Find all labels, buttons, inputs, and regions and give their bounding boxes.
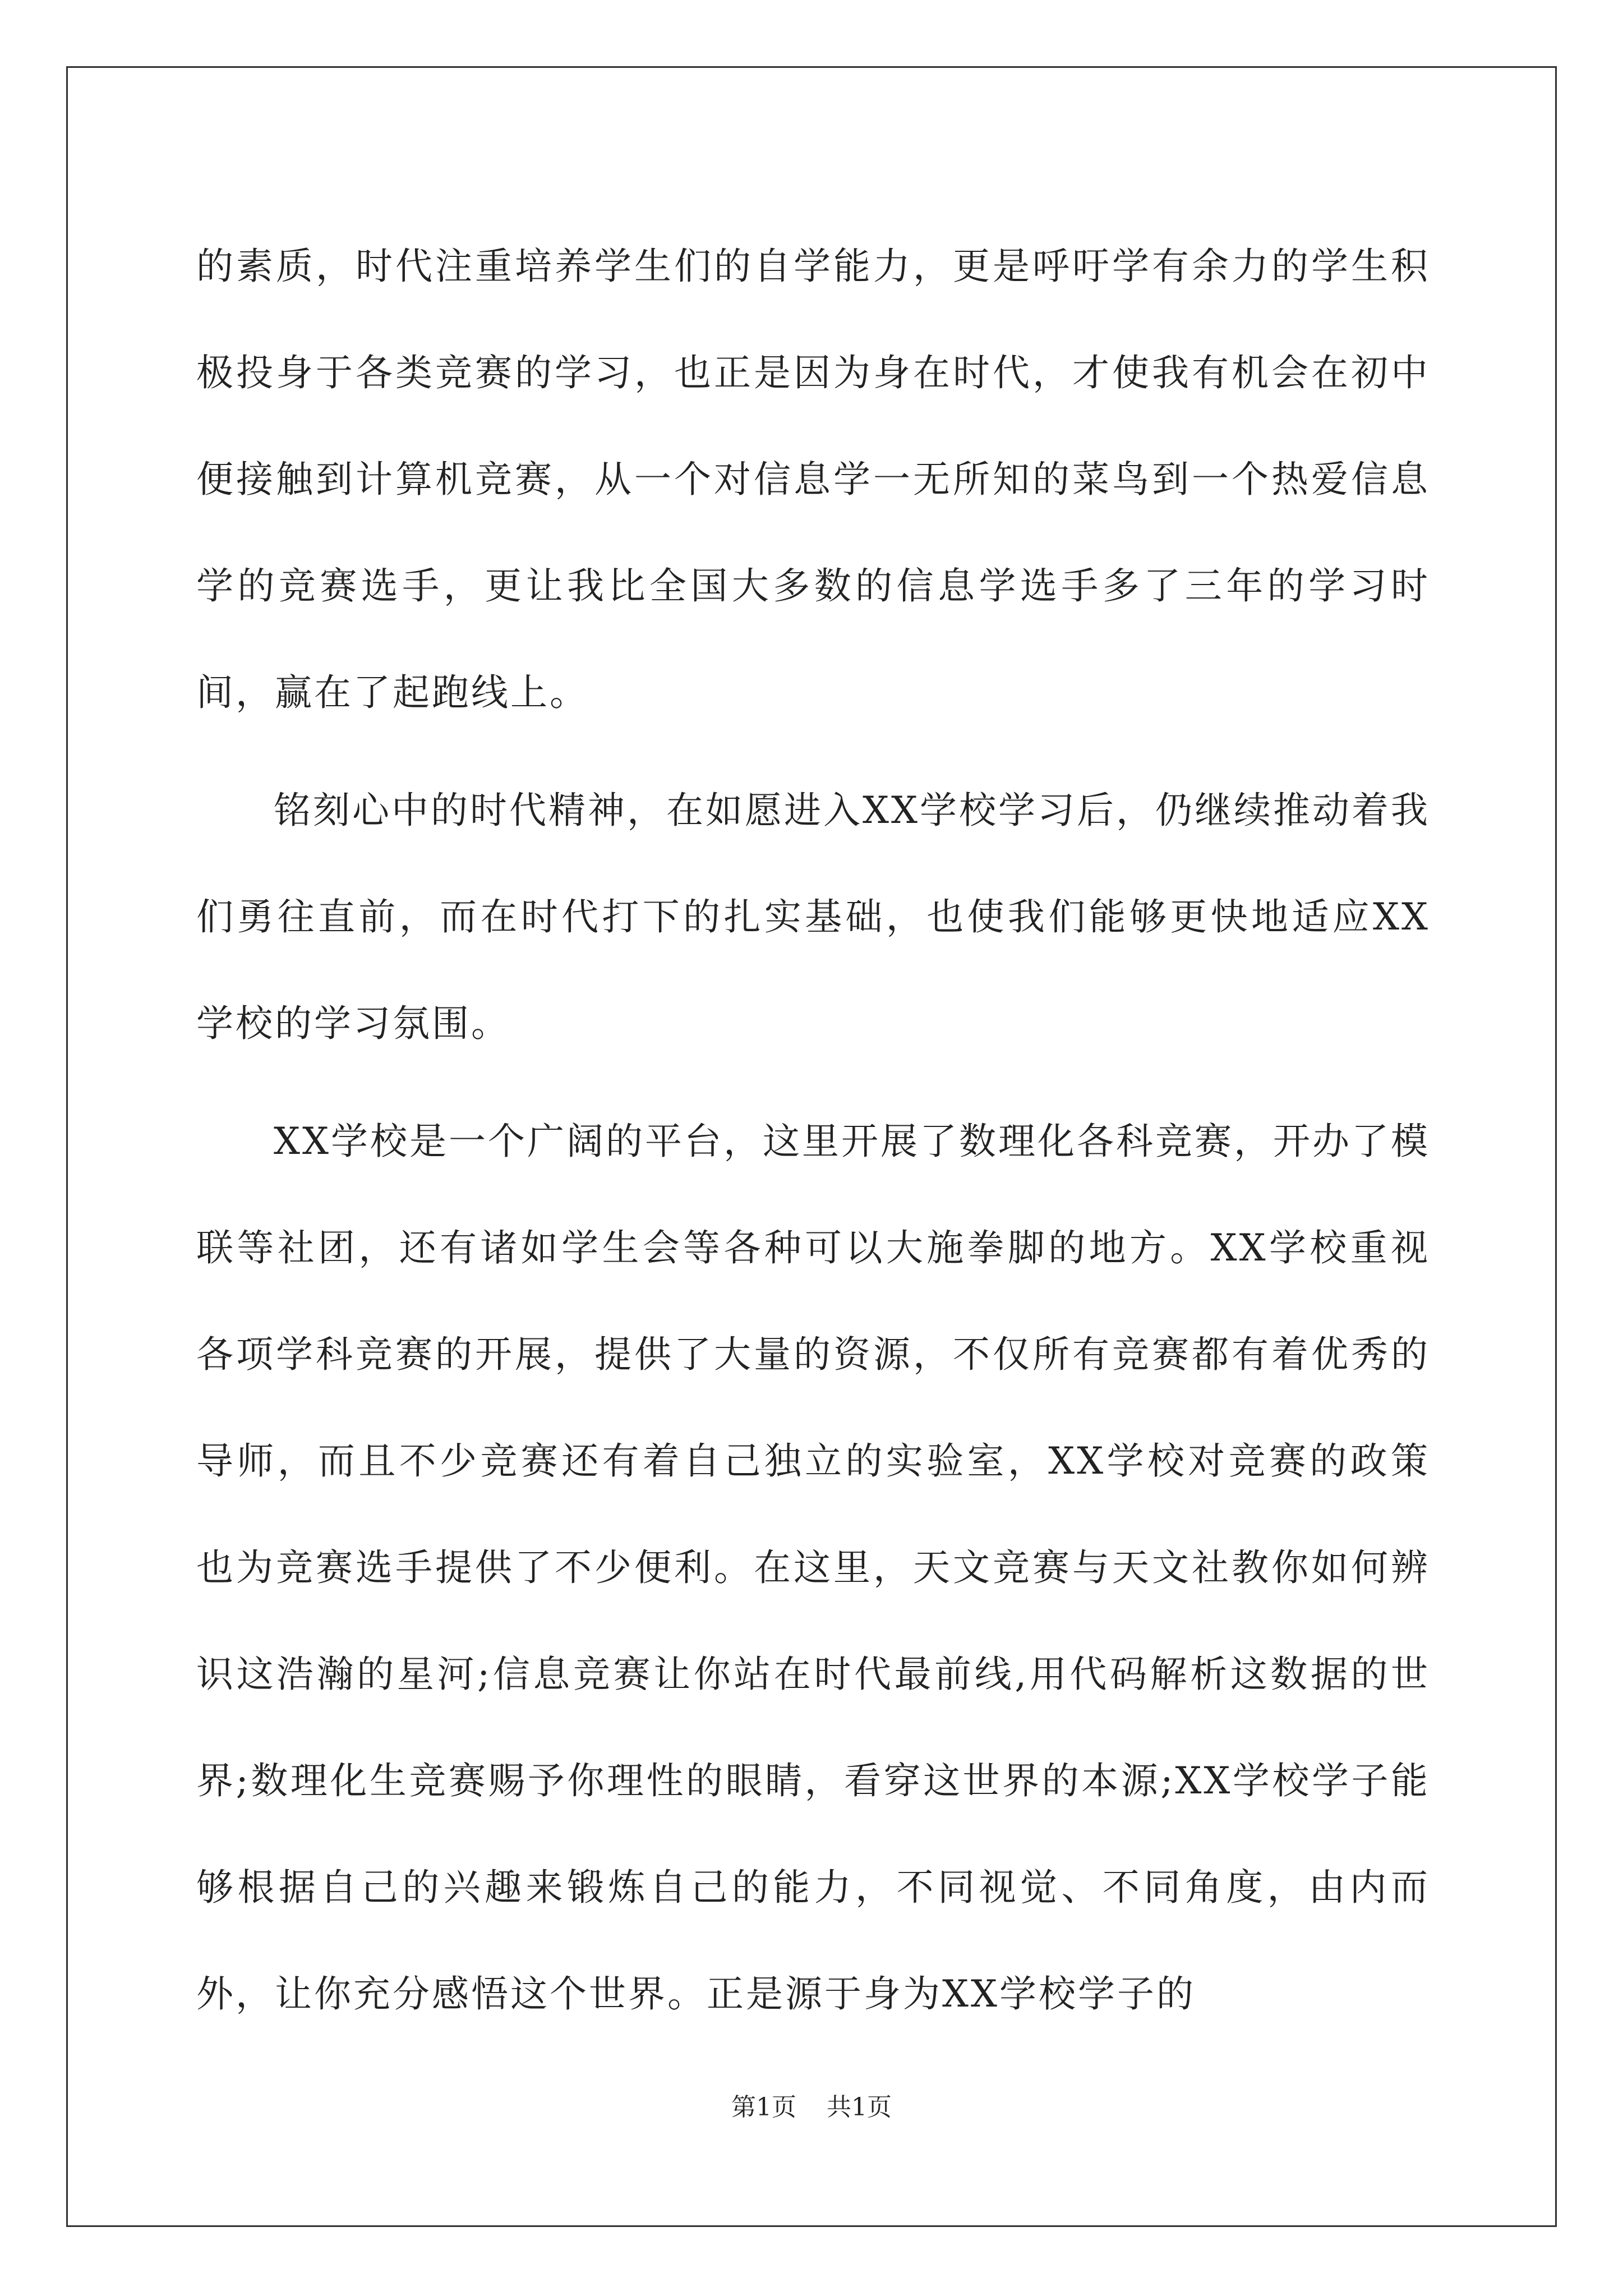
page-footer	[0, 2087, 1623, 2123]
paragraph-1: 的素质，时代注重培养学生们的自学能力，更是呼吁学有余力的学生积极投身于各类竞赛的学习，也正是因为身在时代，才使我有机会在初中便接触到计算机竞赛，从一个对信息学一无所知的菜鸟到一个热爱信息学的竞赛选手，更让我比全国大多数的信息学选手多了三年的学习时间，赢在了起跑线上。	[196, 245, 1430, 714]
paragraph-3: XX学校是一个广阔的平台，这里开展了数理化各科竞赛，开办了模联等社团，还有诸如学生会等各种可以大施拳脚的地方。XX学校重视各项学科竞赛的开展，提供了大量的资源，不仅所有竞赛都有着优秀的导师，而且不少竞赛还有着自己独立的实验室，XX学校对竞赛的政策也为竞赛选手提供了不少便利。在这里，天文竞赛与天文社教你如何辨识这浩瀚的星河;信息竞赛让你站在时代最前线,用代码解析这数据的世界;数理化生竞赛赐予你理性的眼睛，看穿这世界的本源;XX学校学子能够根据自己的兴趣来锻炼自己的能力，不同视觉、不同角度，由内而外，让你充分感悟这个世界。正是源于身为XX学校学子的	[196, 1120, 1430, 2016]
paragraph-2: 铭刻心中的时代精神，在如愿进入XX学校学习后，仍继续推动着我们勇往直前，而在时代打下的扎实基础，也使我们能够更快地适应XX学校的学习氛围。	[196, 789, 1430, 1045]
document-body	[196, 213, 1430, 2047]
page-number: 第1页	[731, 2093, 796, 2122]
page-total: 共1页	[827, 2093, 892, 2122]
